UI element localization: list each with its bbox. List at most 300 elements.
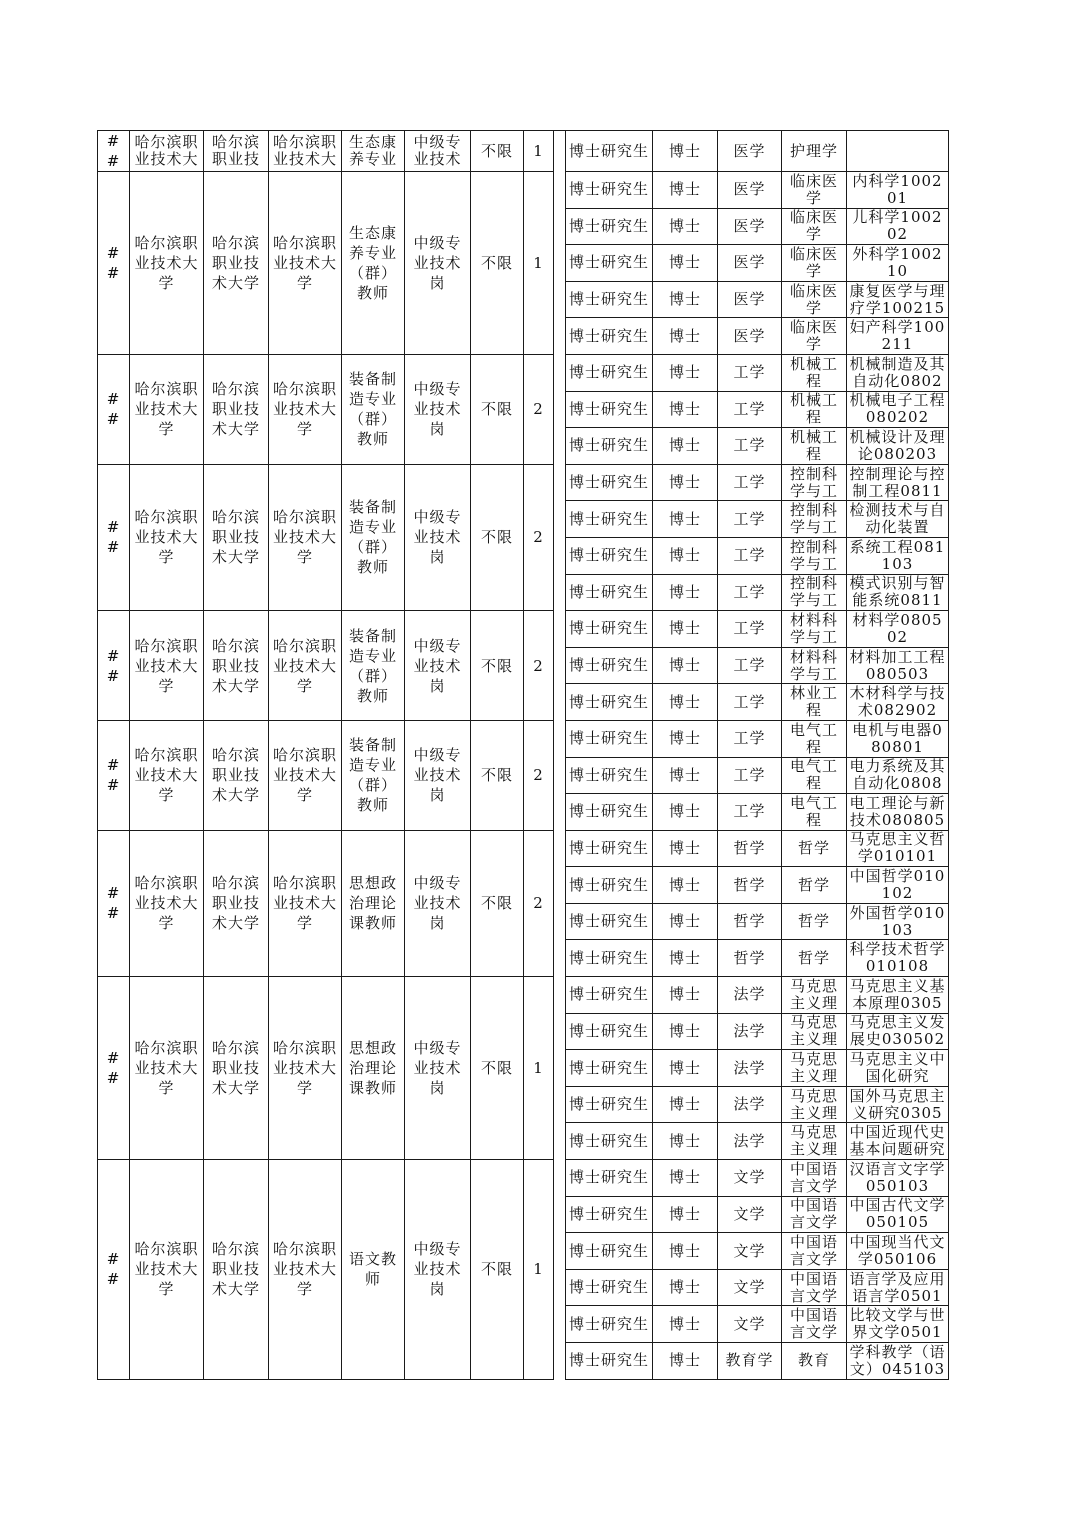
first-level-subject-cell: [782, 391, 847, 428]
discipline-category-cell-text: 医学: [733, 327, 766, 345]
discipline-category-cell: [718, 757, 782, 794]
degree-cell: [653, 1196, 718, 1233]
hiring-unit-cell-text: 哈尔滨职业技术大: [134, 134, 199, 168]
major-cell: [847, 684, 949, 721]
education-cell-text: 博士研究生: [568, 949, 649, 967]
discipline-category-cell: [718, 794, 782, 831]
first-level-subject-cell: [782, 1160, 847, 1197]
discipline-category-cell: [718, 464, 782, 501]
major-cell-text: 儿科学100202: [852, 209, 943, 244]
first-level-subject-cell-text: 材料科学与工: [789, 611, 838, 646]
discipline-category-cell-text: 工学: [733, 364, 766, 382]
age-limit-cell: [471, 464, 524, 610]
first-level-subject-cell-text: 中国语言文学: [789, 1197, 838, 1232]
degree-cell: [653, 428, 718, 465]
headcount-cell: [524, 131, 554, 172]
first-level-subject-cell: [782, 131, 847, 172]
discipline-category-cell: [718, 537, 782, 574]
education-cell-text: 博士研究生: [568, 1022, 649, 1040]
education-cell-text: 博士研究生: [568, 839, 649, 857]
age-limit-cell: [471, 1160, 524, 1380]
first-level-subject-cell: [782, 940, 847, 977]
first-level-subject-cell: [782, 611, 847, 648]
first-level-subject-cell: [782, 977, 847, 1014]
education-cell: [566, 940, 653, 977]
education-cell: [566, 537, 653, 574]
discipline-category-cell: [718, 574, 782, 611]
column-gap: [554, 611, 566, 721]
discipline-category-cell-text: 医学: [733, 254, 766, 272]
education-cell: [566, 172, 653, 209]
education-cell: [566, 647, 653, 684]
first-level-subject-cell-text: 控制科学与工: [789, 502, 838, 537]
age-limit-cell-text: 不限: [480, 528, 513, 547]
hiring-unit-cell-text: 哈尔滨职业技术大学: [134, 233, 199, 292]
education-cell: [566, 501, 653, 538]
degree-cell-text: 博士: [668, 730, 701, 748]
age-limit-cell-text: 不限: [480, 253, 513, 272]
discipline-category-cell-text: 医学: [733, 291, 766, 309]
discipline-category-cell-text: 工学: [733, 437, 766, 455]
education-cell: [566, 1269, 653, 1306]
major-cell-text: 学科教学（语文）045103: [849, 1343, 946, 1378]
major-cell-text: 中国现当代文学050106: [849, 1234, 946, 1269]
major-cell: [847, 830, 949, 867]
first-level-subject-cell: [782, 720, 847, 757]
degree-cell: [653, 611, 718, 648]
education-cell-text: 博士研究生: [568, 913, 649, 931]
first-level-subject-cell-text: 电气工程: [789, 758, 838, 793]
discipline-category-cell-text: 哲学: [733, 949, 766, 967]
position-level-cell: [405, 131, 471, 172]
degree-cell-text: 博士: [668, 510, 701, 528]
first-level-subject-cell: [782, 574, 847, 611]
position-name-cell-text: 语文教师: [348, 1250, 397, 1289]
education-cell: [566, 794, 653, 831]
education-cell: [566, 281, 653, 318]
age-limit-cell: [471, 611, 524, 721]
major-cell-text: 康复医学与理疗学100215: [849, 282, 946, 317]
discipline-category-cell: [718, 647, 782, 684]
headcount-cell: [524, 720, 554, 830]
discipline-category-cell: [718, 318, 782, 355]
degree-cell: [653, 172, 718, 209]
position-name-cell: [342, 611, 405, 721]
table-row: [98, 172, 949, 209]
degree-cell: [653, 245, 718, 282]
first-level-subject-cell-text: 哲学: [797, 876, 830, 894]
row-index-cell-text: ##: [106, 646, 121, 685]
discipline-category-cell-text: 法学: [733, 1132, 766, 1150]
position-name-cell: [342, 720, 405, 830]
major-cell-text: 比较文学与世界文学0501: [849, 1307, 946, 1342]
degree-cell: [653, 977, 718, 1014]
degree-cell-text: 博士: [668, 364, 701, 382]
major-cell-text: 中国哲学010102: [849, 868, 946, 903]
column-gap: [554, 1160, 566, 1380]
first-level-subject-cell: [782, 1343, 847, 1380]
degree-cell: [653, 1123, 718, 1160]
major-cell: [847, 537, 949, 574]
headcount-cell: [524, 354, 554, 464]
education-cell-text: 博士研究生: [568, 1352, 649, 1370]
discipline-category-cell-text: 法学: [733, 1022, 766, 1040]
major-cell-text: 马克思主义发展史030502: [849, 1014, 946, 1049]
discipline-category-cell: [718, 1160, 782, 1197]
first-level-subject-cell-text: 机械工程: [789, 355, 838, 390]
position-name-cell-text: 生态康养专业（群）教师: [348, 223, 397, 302]
major-cell: [847, 720, 949, 757]
education-cell-text: 博士研究生: [568, 1059, 649, 1077]
major-cell: [847, 867, 949, 904]
position-level-cell: [405, 977, 471, 1160]
school-cell-text: 哈尔滨职业技术大学: [272, 746, 337, 805]
department-cell-text: 哈尔滨职业技: [211, 134, 260, 168]
position-name-cell-text: 生态康养专业: [348, 134, 397, 168]
first-level-subject-cell-text: 哲学: [797, 949, 830, 967]
headcount-cell: [524, 464, 554, 610]
education-cell: [566, 1013, 653, 1050]
education-cell: [566, 1086, 653, 1123]
degree-cell-text: 博士: [668, 474, 701, 492]
age-limit-cell-text: 不限: [480, 656, 513, 675]
major-cell: [847, 245, 949, 282]
major-cell: [847, 131, 949, 172]
discipline-category-cell: [718, 501, 782, 538]
degree-cell: [653, 1269, 718, 1306]
headcount-cell-text: 1: [533, 253, 544, 272]
education-cell: [566, 1233, 653, 1270]
row-index-cell: [98, 977, 130, 1160]
row-index-cell-text: ##: [106, 1250, 121, 1289]
education-cell-text: 博士研究生: [568, 986, 649, 1004]
position-level-cell: [405, 172, 471, 355]
column-gap: [554, 464, 566, 610]
position-level-cell: [405, 611, 471, 721]
position-level-cell: [405, 720, 471, 830]
degree-cell: [653, 720, 718, 757]
degree-cell-text: 博士: [668, 913, 701, 931]
discipline-category-cell-text: 文学: [733, 1169, 766, 1187]
degree-cell-text: 博士: [668, 620, 701, 638]
first-level-subject-cell: [782, 1306, 847, 1343]
degree-cell-text: 博士: [668, 657, 701, 675]
headcount-cell: [524, 1160, 554, 1380]
position-level-cell-text: 中级专业技术岗: [413, 508, 462, 567]
age-limit-cell: [471, 977, 524, 1160]
position-name-cell-text: 装备制造专业（群）教师: [348, 498, 397, 577]
degree-cell-text: 博士: [668, 876, 701, 894]
row-index-cell: [98, 1160, 130, 1380]
department-cell: [204, 464, 269, 610]
degree-cell: [653, 830, 718, 867]
education-cell-text: 博士研究生: [568, 1096, 649, 1114]
age-limit-cell-text: 不限: [480, 400, 513, 419]
degree-cell-text: 博士: [668, 1059, 701, 1077]
education-cell: [566, 611, 653, 648]
row-index-cell-text: ##: [106, 390, 121, 429]
major-cell-text: 电力系统及其自动化0808: [849, 758, 946, 793]
position-level-cell-text: 中级专业技术岗: [413, 1240, 462, 1299]
age-limit-cell: [471, 131, 524, 172]
school-cell: [269, 1160, 342, 1380]
discipline-category-cell-text: 工学: [733, 400, 766, 418]
degree-cell-text: 博士: [668, 142, 701, 160]
discipline-category-cell: [718, 1013, 782, 1050]
school-cell: [269, 354, 342, 464]
education-cell: [566, 131, 653, 172]
first-level-subject-cell: [782, 428, 847, 465]
hiring-unit-cell: [130, 172, 204, 355]
major-cell-text: 科学技术哲学010108: [849, 941, 946, 976]
department-cell-text: 哈尔滨职业技术大学: [211, 508, 260, 567]
table-row: [98, 354, 949, 391]
first-level-subject-cell: [782, 1196, 847, 1233]
education-cell-text: 博士研究生: [568, 217, 649, 235]
major-cell-text: 模式识别与智能系统0811: [849, 575, 946, 610]
first-level-subject-cell-text: 临床医学: [789, 319, 838, 354]
school-cell-text: 哈尔滨职业技术大学: [272, 874, 337, 933]
education-cell: [566, 903, 653, 940]
hiring-unit-cell: [130, 464, 204, 610]
education-cell: [566, 318, 653, 355]
education-cell: [566, 1306, 653, 1343]
major-cell-text: 机械设计及理论080203: [849, 428, 946, 463]
discipline-category-cell-text: 工学: [733, 803, 766, 821]
degree-cell: [653, 354, 718, 391]
department-cell: [204, 720, 269, 830]
position-level-cell-text: 中级专业技术: [413, 134, 462, 168]
degree-cell: [653, 464, 718, 501]
first-level-subject-cell-text: 林业工程: [789, 685, 838, 720]
major-cell-text: 马克思主义哲学010101: [849, 831, 946, 866]
discipline-category-cell: [718, 1233, 782, 1270]
degree-cell: [653, 940, 718, 977]
major-cell-text: 汉语言文字学050103: [849, 1160, 946, 1195]
discipline-category-cell-text: 文学: [733, 1279, 766, 1297]
degree-cell: [653, 1050, 718, 1087]
headcount-cell-text: 1: [533, 142, 544, 160]
major-cell-text: 外国哲学010103: [849, 904, 946, 939]
discipline-category-cell: [718, 1343, 782, 1380]
education-cell: [566, 1050, 653, 1087]
major-cell-text: 马克思主义中国化研究: [849, 1051, 946, 1086]
first-level-subject-cell-text: 机械工程: [789, 428, 838, 463]
education-cell-text: 博士研究生: [568, 547, 649, 565]
degree-cell-text: 博士: [668, 1205, 701, 1223]
age-limit-cell: [471, 354, 524, 464]
degree-cell-text: 博士: [668, 400, 701, 418]
discipline-category-cell: [718, 245, 782, 282]
discipline-category-cell-text: 工学: [733, 730, 766, 748]
first-level-subject-cell-text: 中国语言文学: [789, 1234, 838, 1269]
discipline-category-cell: [718, 720, 782, 757]
position-level-cell-text: 中级专业技术岗: [413, 380, 462, 439]
education-cell-text: 博士研究生: [568, 1205, 649, 1223]
school-cell: [269, 131, 342, 172]
degree-cell-text: 博士: [668, 949, 701, 967]
major-cell: [847, 208, 949, 245]
major-cell: [847, 1343, 949, 1380]
table-row: [98, 1160, 949, 1197]
degree-cell-text: 博士: [668, 1022, 701, 1040]
hiring-unit-cell-text: 哈尔滨职业技术大学: [134, 1240, 199, 1299]
education-cell-text: 博士研究生: [568, 254, 649, 272]
hiring-unit-cell-text: 哈尔滨职业技术大学: [134, 1039, 199, 1098]
hiring-unit-cell: [130, 1160, 204, 1380]
first-level-subject-cell-text: 电气工程: [789, 721, 838, 756]
headcount-cell-text: 2: [533, 894, 544, 913]
major-cell: [847, 1050, 949, 1087]
discipline-category-cell: [718, 172, 782, 209]
degree-cell: [653, 537, 718, 574]
table-row: [98, 131, 949, 172]
first-level-subject-cell: [782, 318, 847, 355]
major-cell: [847, 903, 949, 940]
first-level-subject-cell: [782, 1233, 847, 1270]
first-level-subject-cell: [782, 830, 847, 867]
department-cell: [204, 131, 269, 172]
department-cell: [204, 354, 269, 464]
major-cell: [847, 1269, 949, 1306]
major-cell: [847, 1196, 949, 1233]
discipline-category-cell-text: 工学: [733, 510, 766, 528]
discipline-category-cell: [718, 208, 782, 245]
position-name-cell-text: 装备制造专业（群）教师: [348, 370, 397, 449]
discipline-category-cell: [718, 354, 782, 391]
position-level-cell: [405, 354, 471, 464]
first-level-subject-cell-text: 教育: [797, 1352, 830, 1370]
department-cell: [204, 830, 269, 976]
degree-cell-text: 博士: [668, 693, 701, 711]
major-cell: [847, 1306, 949, 1343]
degree-cell-text: 博士: [668, 1132, 701, 1150]
table-row: [98, 977, 949, 1014]
discipline-category-cell: [718, 1123, 782, 1160]
first-level-subject-cell: [782, 1123, 847, 1160]
first-level-subject-cell: [782, 537, 847, 574]
education-cell-text: 博士研究生: [568, 400, 649, 418]
row-index-cell-text: ##: [106, 243, 121, 282]
first-level-subject-cell-text: 马克思主义理: [789, 1124, 838, 1159]
education-cell: [566, 1160, 653, 1197]
first-level-subject-cell-text: 临床医学: [789, 209, 838, 244]
headcount-cell-text: 2: [533, 766, 544, 785]
degree-cell: [653, 1013, 718, 1050]
degree-cell-text: 博士: [668, 803, 701, 821]
position-name-cell: [342, 977, 405, 1160]
major-cell-text: 材料学080502: [852, 611, 943, 646]
first-level-subject-cell-text: 哲学: [797, 913, 830, 931]
first-level-subject-cell: [782, 1086, 847, 1123]
hiring-unit-cell: [130, 830, 204, 976]
education-cell-text: 博士研究生: [568, 766, 649, 784]
recruitment-table: [97, 130, 949, 1380]
row-index-cell: [98, 131, 130, 172]
hiring-unit-cell: [130, 354, 204, 464]
discipline-category-cell: [718, 1306, 782, 1343]
row-index-cell: [98, 464, 130, 610]
education-cell-text: 博士研究生: [568, 142, 649, 160]
major-cell: [847, 940, 949, 977]
discipline-category-cell: [718, 940, 782, 977]
major-cell: [847, 1086, 949, 1123]
degree-cell: [653, 757, 718, 794]
department-cell-text: 哈尔滨职业技术大学: [211, 233, 260, 292]
first-level-subject-cell: [782, 867, 847, 904]
education-cell: [566, 574, 653, 611]
discipline-category-cell: [718, 281, 782, 318]
major-cell: [847, 172, 949, 209]
age-limit-cell-text: 不限: [480, 766, 513, 785]
education-cell-text: 博士研究生: [568, 1169, 649, 1187]
education-cell: [566, 354, 653, 391]
major-cell-text: 控制理论与控制工程0811: [849, 465, 946, 500]
first-level-subject-cell-text: 中国语言文学: [789, 1270, 838, 1305]
degree-cell-text: 博士: [668, 437, 701, 455]
discipline-category-cell: [718, 1196, 782, 1233]
discipline-category-cell-text: 哲学: [733, 876, 766, 894]
position-level-cell-text: 中级专业技术岗: [413, 874, 462, 933]
headcount-cell-text: 2: [533, 656, 544, 675]
major-cell-text: 语言学及应用语言学0501: [849, 1270, 946, 1305]
major-cell-text: 国外马克思主义研究0305: [849, 1087, 946, 1122]
degree-cell-text: 博士: [668, 291, 701, 309]
education-cell-text: 博士研究生: [568, 803, 649, 821]
degree-cell: [653, 1343, 718, 1380]
discipline-category-cell: [718, 1086, 782, 1123]
degree-cell: [653, 208, 718, 245]
row-index-cell: [98, 720, 130, 830]
first-level-subject-cell-text: 临床医学: [789, 172, 838, 207]
school-cell-text: 哈尔滨职业技术大学: [272, 1039, 337, 1098]
degree-cell: [653, 867, 718, 904]
major-cell-text: 妇产科学100211: [849, 319, 946, 354]
first-level-subject-cell: [782, 281, 847, 318]
education-cell-text: 博士研究生: [568, 291, 649, 309]
degree-cell: [653, 1160, 718, 1197]
discipline-category-cell: [718, 830, 782, 867]
education-cell-text: 博士研究生: [568, 876, 649, 894]
position-name-cell: [342, 830, 405, 976]
major-cell: [847, 318, 949, 355]
position-level-cell-text: 中级专业技术岗: [413, 746, 462, 805]
major-cell-text: 外科学100210: [852, 245, 943, 280]
position-level-cell: [405, 464, 471, 610]
discipline-category-cell-text: 文学: [733, 1205, 766, 1223]
degree-cell-text: 博士: [668, 1279, 701, 1297]
education-cell-text: 博士研究生: [568, 583, 649, 601]
column-gap: [554, 354, 566, 464]
first-level-subject-cell-text: 电气工程: [789, 794, 838, 829]
hiring-unit-cell: [130, 611, 204, 721]
headcount-cell: [524, 611, 554, 721]
degree-cell: [653, 281, 718, 318]
headcount-cell: [524, 172, 554, 355]
degree-cell-text: 博士: [668, 1315, 701, 1333]
row-index-cell: [98, 830, 130, 976]
age-limit-cell-text: 不限: [480, 894, 513, 913]
education-cell-text: 博士研究生: [568, 657, 649, 675]
degree-cell: [653, 1233, 718, 1270]
position-level-cell-text: 中级专业技术岗: [413, 1039, 462, 1098]
department-cell: [204, 977, 269, 1160]
discipline-category-cell: [718, 684, 782, 721]
first-level-subject-cell-text: 临床医学: [789, 245, 838, 280]
discipline-category-cell-text: 工学: [733, 583, 766, 601]
discipline-category-cell-text: 法学: [733, 1059, 766, 1077]
discipline-category-cell-text: 文学: [733, 1315, 766, 1333]
